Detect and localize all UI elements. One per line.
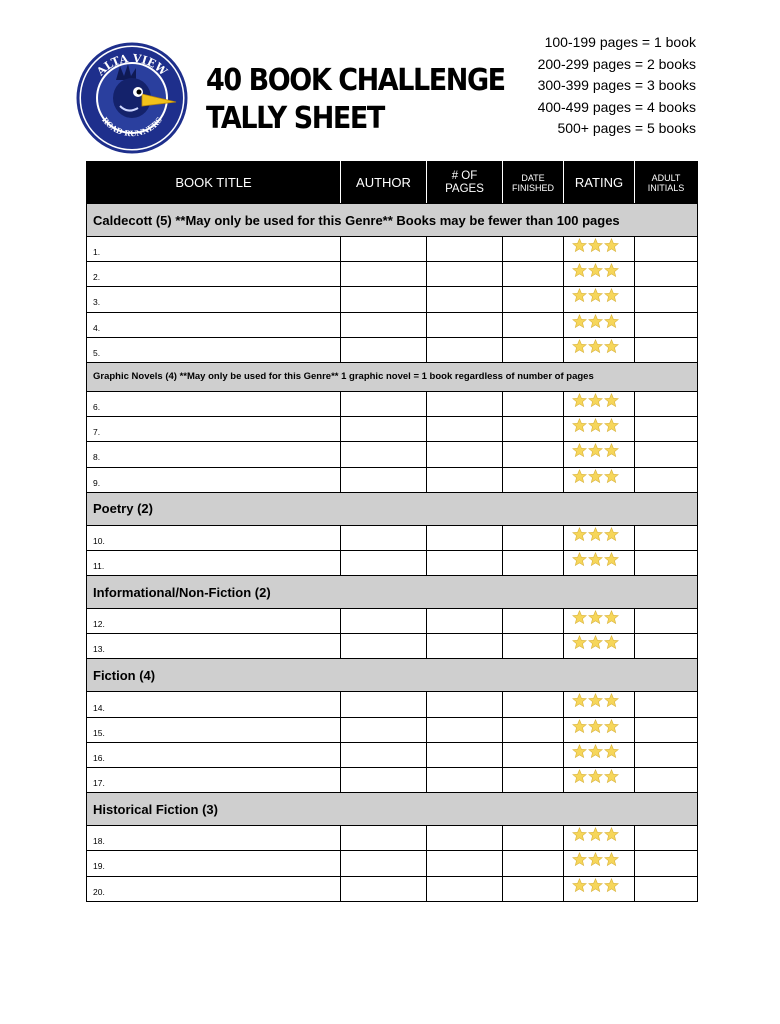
row-number: 15. [93,727,105,738]
date-finished-cell[interactable] [503,768,564,793]
adult-initials-cell[interactable] [635,467,698,492]
author-cell[interactable] [341,634,427,659]
book-title-cell[interactable] [87,312,341,337]
genre-row [87,659,698,692]
row-number: 3. [93,297,101,308]
adult-initials-cell[interactable] [635,826,698,851]
table-header-row [87,162,698,204]
book-row [87,442,698,467]
star-icon[interactable] [604,339,619,354]
rating-cell[interactable] [564,417,635,442]
author-cell[interactable] [341,609,427,634]
date-finished-cell[interactable] [503,717,564,742]
star-icon[interactable] [572,238,587,253]
date-finished-cell[interactable] [503,851,564,876]
book-title-cell[interactable] [87,525,341,550]
rating-cell[interactable] [564,717,635,742]
pages-cell[interactable] [427,609,503,634]
adult-initials-cell[interactable] [635,262,698,287]
star-icon[interactable] [604,769,619,784]
star-icon[interactable] [604,635,619,650]
book-title-cell[interactable] [87,692,341,717]
star-icon[interactable] [588,263,603,278]
pages-cell[interactable] [427,312,503,337]
genre-label: Fiction (4) [87,659,698,692]
book-row [87,742,698,767]
rating-cell[interactable] [564,692,635,717]
book-row [87,692,698,717]
star-icon[interactable] [588,635,603,650]
author-cell[interactable] [341,417,427,442]
row-number: 17. [93,778,105,789]
book-row [87,237,698,262]
adult-initials-cell[interactable] [635,442,698,467]
book-title-cell[interactable] [87,262,341,287]
author-cell[interactable] [341,768,427,793]
star-icon[interactable] [588,878,603,893]
star-icon[interactable] [604,610,619,625]
book-row [87,467,698,492]
rating-cell[interactable] [564,312,635,337]
adult-initials-cell[interactable] [635,768,698,793]
adult-initials-cell[interactable] [635,525,698,550]
star-icon[interactable] [588,719,603,734]
book-title-cell[interactable] [87,717,341,742]
row-number: 14. [93,702,105,713]
star-icon[interactable] [604,693,619,708]
header-pages-line-2: PAGES [445,182,484,195]
star-icon[interactable] [604,288,619,303]
pages-cell[interactable] [427,287,503,312]
header-adult-line-1: ADULT [651,172,681,183]
star-icon[interactable] [572,527,587,542]
book-title-cell[interactable] [87,768,341,793]
book-title-cell[interactable] [87,237,341,262]
tally-body [87,204,698,902]
pages-cell[interactable] [427,742,503,767]
star-icon[interactable] [572,552,587,567]
rating-cell[interactable] [564,634,635,659]
author-cell[interactable] [341,337,427,362]
page-scale-item: 100-199 pages = 1 book [544,34,696,50]
header-rating: RATING [564,162,635,204]
book-title-cell[interactable] [87,417,341,442]
header-date-line-2: FINISHED [511,182,554,193]
genre-label: Graphic Novels (4) **May only be used for this Genre** 1 graphic novel = 1 book regardless of number of pages [87,362,698,391]
star-icon[interactable] [588,443,603,458]
row-number: 19. [93,861,105,872]
author-cell[interactable] [341,851,427,876]
author-cell[interactable] [341,312,427,337]
star-icon[interactable] [588,693,603,708]
book-row [87,287,698,312]
pages-cell[interactable] [427,417,503,442]
book-title-cell[interactable] [87,337,341,362]
rating-cell[interactable] [564,876,635,901]
header-adult-line-2: INITIALS [647,182,685,193]
book-row [87,717,698,742]
author-cell[interactable] [341,550,427,575]
book-row [87,391,698,416]
rating-cell[interactable] [564,525,635,550]
rating-cell[interactable] [564,391,635,416]
adult-initials-cell[interactable] [635,717,698,742]
row-number: 18. [93,836,105,847]
adult-initials-cell[interactable] [635,312,698,337]
rating-cell[interactable] [564,262,635,287]
star-icon[interactable] [604,878,619,893]
adult-initials-cell[interactable] [635,550,698,575]
row-number: 12. [93,619,105,630]
header-adult-initials [635,162,698,204]
date-finished-cell[interactable] [503,287,564,312]
book-row [87,826,698,851]
pages-cell[interactable] [427,851,503,876]
star-icon[interactable] [588,314,603,329]
header-date-finished [503,162,564,204]
book-title-cell[interactable] [87,442,341,467]
book-row [87,768,698,793]
pages-cell[interactable] [427,826,503,851]
book-row [87,876,698,901]
date-finished-cell[interactable] [503,312,564,337]
row-number: 11. [93,560,105,571]
star-icon[interactable] [572,744,587,759]
date-finished-cell[interactable] [503,692,564,717]
pages-cell[interactable] [427,768,503,793]
star-icon[interactable] [588,769,603,784]
book-row [87,525,698,550]
pages-cell[interactable] [427,391,503,416]
page-scale-item: 400-499 pages = 4 books [537,98,696,115]
star-icon[interactable] [572,418,587,433]
date-finished-cell[interactable] [503,525,564,550]
star-icon[interactable] [604,469,619,484]
date-finished-cell[interactable] [503,826,564,851]
book-title-cell[interactable] [87,467,341,492]
row-number: 16. [93,752,105,763]
star-icon[interactable] [588,827,603,842]
pages-cell[interactable] [427,876,503,901]
adult-initials-cell[interactable] [635,742,698,767]
page-title [206,62,505,138]
author-cell[interactable] [341,742,427,767]
author-cell[interactable] [341,467,427,492]
book-title-cell[interactable] [87,391,341,416]
pages-cell[interactable] [427,442,503,467]
star-icon[interactable] [604,852,619,867]
star-icon[interactable] [572,610,587,625]
author-cell[interactable] [341,391,427,416]
book-row [87,417,698,442]
star-icon[interactable] [572,393,587,408]
star-icon[interactable] [572,827,587,842]
rating-cell[interactable] [564,442,635,467]
author-cell[interactable] [341,826,427,851]
book-title-cell[interactable] [87,851,341,876]
author-cell[interactable] [341,717,427,742]
book-title-cell[interactable] [87,550,341,575]
star-icon[interactable] [588,744,603,759]
rating-cell[interactable] [564,337,635,362]
star-icon[interactable] [604,719,619,734]
star-icon[interactable] [572,443,587,458]
book-title-cell[interactable] [87,876,341,901]
author-cell[interactable] [341,287,427,312]
star-icon[interactable] [572,314,587,329]
star-icon[interactable] [572,878,587,893]
header-book-title: BOOK TITLE [87,162,341,204]
book-row [87,262,698,287]
genre-row [87,362,698,391]
rating-cell[interactable] [564,609,635,634]
row-number: 8. [93,452,101,463]
genre-row [87,793,698,826]
page-scale-item: 500+ pages = 5 books [557,120,696,136]
star-icon[interactable] [588,527,603,542]
rating-cell[interactable] [564,467,635,492]
author-cell[interactable] [341,876,427,901]
date-finished-cell[interactable] [503,742,564,767]
rating-cell[interactable] [564,826,635,851]
star-icon[interactable] [604,827,619,842]
header-date-line-1: DATE [521,172,545,183]
date-finished-cell[interactable] [503,417,564,442]
row-number: 13. [93,644,105,655]
star-icon[interactable] [604,263,619,278]
row-number: 5. [93,347,101,358]
adult-initials-cell[interactable] [635,237,698,262]
adult-initials-cell[interactable] [635,417,698,442]
book-row [87,609,698,634]
star-icon[interactable] [572,263,587,278]
star-icon[interactable] [604,527,619,542]
star-icon[interactable] [588,418,603,433]
genre-row [87,576,698,609]
row-number: 2. [93,272,101,283]
tally-table [86,161,698,902]
star-icon[interactable] [572,852,587,867]
star-icon[interactable] [588,393,603,408]
author-cell[interactable] [341,525,427,550]
adult-initials-cell[interactable] [635,337,698,362]
book-title-cell[interactable] [87,634,341,659]
row-number: 1. [93,247,101,258]
book-row [87,550,698,575]
header-author: AUTHOR [341,162,427,204]
book-row [87,337,698,362]
adult-initials-cell[interactable] [635,634,698,659]
book-row [87,312,698,337]
rating-cell[interactable] [564,742,635,767]
date-finished-cell[interactable] [503,442,564,467]
pages-cell[interactable] [427,467,503,492]
row-number: 4. [93,322,101,333]
star-icon[interactable] [604,443,619,458]
date-finished-cell[interactable] [503,391,564,416]
genre-row [87,492,698,525]
author-cell[interactable] [341,692,427,717]
pages-cell[interactable] [427,717,503,742]
row-number: 6. [93,402,101,413]
date-finished-cell[interactable] [503,467,564,492]
star-icon[interactable] [588,238,603,253]
date-finished-cell[interactable] [503,237,564,262]
date-finished-cell[interactable] [503,876,564,901]
genre-row [87,204,698,237]
star-icon[interactable] [572,469,587,484]
star-icon[interactable] [604,552,619,567]
author-cell[interactable] [341,237,427,262]
pages-cell[interactable] [427,237,503,262]
page-scale-legend [538,32,696,140]
star-icon[interactable] [604,238,619,253]
title-line-1: 40 BOOK CHALLENGE [206,63,505,98]
pages-cell[interactable] [427,692,503,717]
book-title-cell[interactable] [87,826,341,851]
row-number: 9. [93,477,101,488]
book-row [87,851,698,876]
book-title-cell[interactable] [87,742,341,767]
row-number: 10. [93,535,105,546]
star-icon[interactable] [588,288,603,303]
star-icon[interactable] [588,339,603,354]
pages-cell[interactable] [427,634,503,659]
logo-bottom-text: ROAD RUNNERS [100,115,164,139]
book-row [87,634,698,659]
star-icon[interactable] [572,339,587,354]
book-title-cell[interactable] [87,609,341,634]
page-scale-item: 200-299 pages = 2 books [537,55,696,72]
school-logo [76,42,188,154]
row-number: 7. [93,427,101,438]
author-cell[interactable] [341,442,427,467]
title-line-2: TALLY SHEET [206,101,384,136]
star-icon[interactable] [604,418,619,433]
author-cell[interactable] [341,262,427,287]
pages-cell[interactable] [427,262,503,287]
star-icon[interactable] [604,393,619,408]
adult-initials-cell[interactable] [635,287,698,312]
rating-cell[interactable] [564,550,635,575]
star-icon[interactable] [572,719,587,734]
rating-cell[interactable] [564,237,635,262]
date-finished-cell[interactable] [503,337,564,362]
adult-initials-cell[interactable] [635,692,698,717]
star-icon[interactable] [572,288,587,303]
date-finished-cell[interactable] [503,609,564,634]
rating-cell[interactable] [564,851,635,876]
adult-initials-cell[interactable] [635,391,698,416]
header-pages [427,162,503,204]
logo-top-text: ALTA VIEW [94,51,170,79]
date-finished-cell[interactable] [503,262,564,287]
rating-cell[interactable] [564,768,635,793]
book-title-cell[interactable] [87,287,341,312]
adult-initials-cell[interactable] [635,609,698,634]
genre-label: Informational/Non-Fiction (2) [87,576,698,609]
pages-cell[interactable] [427,550,503,575]
adult-initials-cell[interactable] [635,876,698,901]
star-icon[interactable] [588,552,603,567]
star-icon[interactable] [588,610,603,625]
star-icon[interactable] [604,314,619,329]
genre-label: Caldecott (5) **May only be used for this Genre** Books may be fewer than 100 pages [87,204,698,237]
star-icon[interactable] [572,635,587,650]
star-icon[interactable] [588,852,603,867]
rating-cell[interactable] [564,287,635,312]
star-icon[interactable] [588,469,603,484]
genre-label: Poetry (2) [87,492,698,525]
date-finished-cell[interactable] [503,550,564,575]
page-scale-item: 300-399 pages = 3 books [537,77,696,93]
pages-cell[interactable] [427,337,503,362]
row-number: 20. [93,886,105,897]
adult-initials-cell[interactable] [635,851,698,876]
pages-cell[interactable] [427,525,503,550]
star-icon[interactable] [572,693,587,708]
star-icon[interactable] [572,769,587,784]
date-finished-cell[interactable] [503,634,564,659]
genre-label: Historical Fiction (3) [87,793,698,826]
header-pages-line-1: # OF [451,169,478,182]
star-icon[interactable] [604,744,619,759]
